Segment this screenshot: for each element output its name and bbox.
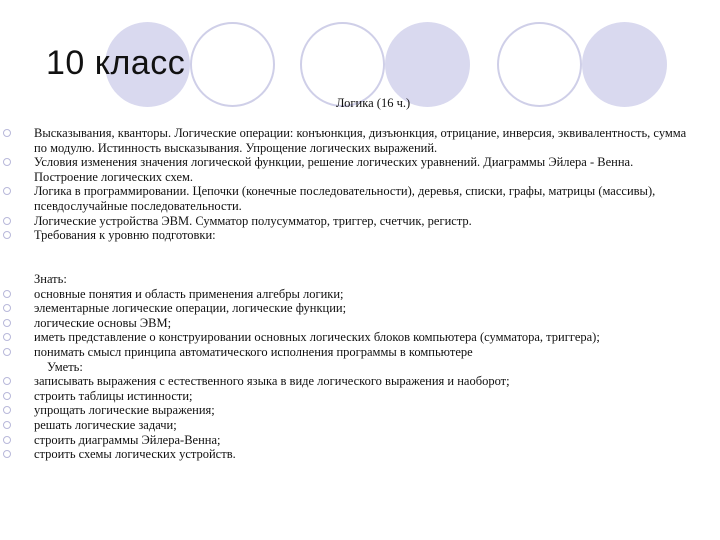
requirements-block bbox=[0, 272, 700, 462]
bullet-icon bbox=[3, 377, 11, 385]
decor-ring-1 bbox=[190, 22, 275, 107]
know-list bbox=[0, 287, 690, 360]
slide-subtitle: Логика (16 ч.) bbox=[336, 96, 411, 110]
bullet-icon bbox=[3, 392, 11, 400]
bullet-icon bbox=[3, 290, 11, 298]
decor-circle-2 bbox=[385, 22, 470, 107]
topics-list bbox=[0, 126, 690, 243]
able-item: строить схемы логических устройств. bbox=[0, 447, 690, 462]
topic-item: Требования к уровню подготовки: bbox=[0, 228, 690, 243]
bullet-icon bbox=[3, 436, 11, 444]
able-item: строить диаграммы Эйлера-Венна; bbox=[0, 433, 690, 448]
bullet-icon bbox=[3, 304, 11, 312]
bullet-icon bbox=[3, 319, 11, 327]
know-label: Знать: bbox=[34, 272, 67, 286]
bullet-icon bbox=[3, 217, 11, 225]
slide-title: 10 класс bbox=[46, 44, 186, 82]
know-item: элементарные логические операции, логические функции; bbox=[0, 301, 690, 316]
bullet-icon bbox=[3, 450, 11, 458]
bullet-icon bbox=[3, 158, 11, 166]
topic-item: Логические устройства ЭВМ. Сумматор полусумматор, триггер, счетчик, регистр. bbox=[0, 214, 690, 229]
bullet-icon bbox=[3, 187, 11, 195]
bullet-icon bbox=[3, 333, 11, 341]
bullet-icon bbox=[3, 231, 11, 239]
bullet-icon bbox=[3, 348, 11, 356]
know-item: основные понятия и область применения алгебры логики; bbox=[0, 287, 690, 302]
know-item: логические основы ЭВМ; bbox=[0, 316, 690, 331]
bullet-icon bbox=[3, 406, 11, 414]
know-item: понимать смысл принципа автоматического исполнения программы в компьютере bbox=[0, 345, 690, 360]
bullet-icon bbox=[3, 129, 11, 137]
able-item: записывать выражения с естественного языка в виде логического выражения и наоборот; bbox=[0, 374, 690, 389]
decor-ring-2 bbox=[300, 22, 385, 107]
decor-ring-3 bbox=[497, 22, 582, 107]
able-label: Уметь: bbox=[47, 359, 83, 374]
topic-item: Логика в программировании. Цепочки (конечные последовательности), деревья, списки, графы, матрицы (массивы), псевдослучайные последовательности. bbox=[0, 184, 690, 213]
able-item: упрощать логические выражения; bbox=[0, 403, 690, 418]
able-item: решать логические задачи; bbox=[0, 418, 690, 433]
able-list bbox=[0, 374, 690, 462]
able-item: строить таблицы истинности; bbox=[0, 389, 690, 404]
topic-item: Высказывания, кванторы. Логические операции: конъюнкция, дизъюнкция, отрицание, инверсия, эквивалентность, сумма по модулю. Истинность высказывания. Упрощение логических выражений. bbox=[0, 126, 690, 155]
topic-item: Условия изменения значения логической функции, решение логических уравнений. Диаграммы Эйлера - Венна. Построение логических схем. bbox=[0, 155, 690, 184]
bullet-icon bbox=[3, 421, 11, 429]
know-item: иметь представление о конструировании основных логических блоков компьютера (сумматора, триггера); bbox=[0, 330, 690, 345]
decor-circle-3 bbox=[582, 22, 667, 107]
